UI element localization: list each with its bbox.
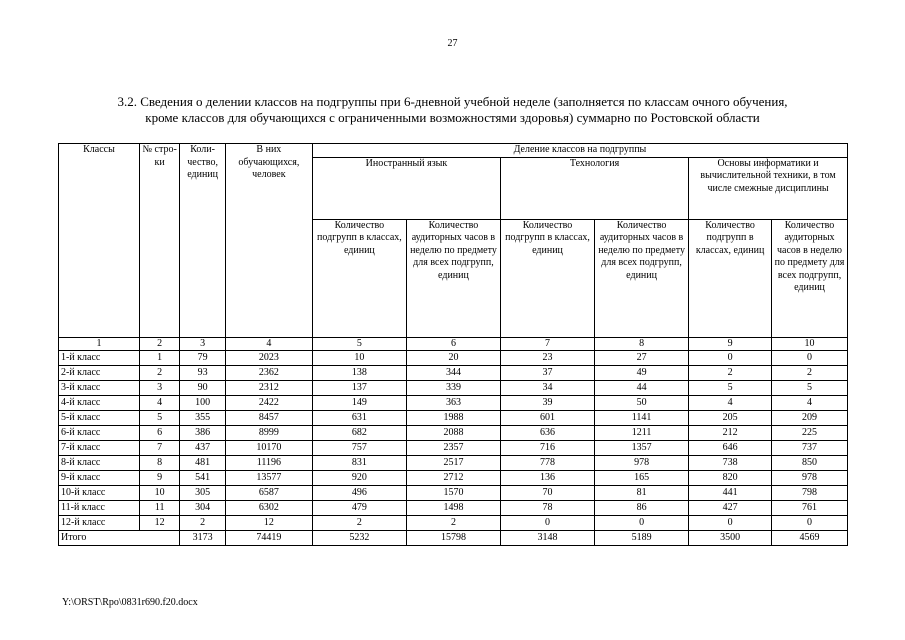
header-foreign-language: Иностранный язык — [312, 157, 500, 219]
lang-groups: 631 — [312, 411, 406, 426]
student-count: 12 — [225, 516, 312, 531]
class-count: 90 — [180, 381, 226, 396]
tech-groups: 716 — [500, 441, 594, 456]
class-count: 93 — [180, 366, 226, 381]
row-number: 4 — [139, 396, 179, 411]
student-count: 8457 — [225, 411, 312, 426]
class-label: 12-й класс — [59, 516, 140, 531]
tech-hours: 27 — [595, 351, 689, 366]
info-hours: 2 — [772, 366, 848, 381]
column-number: 7 — [500, 337, 594, 351]
info-hours: 850 — [772, 456, 848, 471]
row-number: 10 — [139, 486, 179, 501]
class-count: 2 — [180, 516, 226, 531]
student-count: 6587 — [225, 486, 312, 501]
column-number: 2 — [139, 337, 179, 351]
total-info-groups: 3500 — [689, 531, 772, 546]
info-hours: 5 — [772, 381, 848, 396]
class-label: 9-й класс — [59, 471, 140, 486]
total-lang-groups: 5232 — [312, 531, 406, 546]
column-number: 9 — [689, 337, 772, 351]
class-count: 541 — [180, 471, 226, 486]
class-label: 2-й класс — [59, 366, 140, 381]
tech-groups: 39 — [500, 396, 594, 411]
row-number: 9 — [139, 471, 179, 486]
tech-groups: 136 — [500, 471, 594, 486]
lang-hours: 2088 — [406, 426, 500, 441]
tech-groups: 37 — [500, 366, 594, 381]
class-label: 11-й класс — [59, 501, 140, 516]
header-hours-lang: Количество аудиторных часов в неделю по предмету для всех подгрупп, единиц — [406, 219, 500, 337]
tech-groups: 601 — [500, 411, 594, 426]
student-count: 10170 — [225, 441, 312, 456]
lang-groups: 920 — [312, 471, 406, 486]
lang-hours: 2517 — [406, 456, 500, 471]
tech-hours: 81 — [595, 486, 689, 501]
lang-groups: 757 — [312, 441, 406, 456]
row-number: 3 — [139, 381, 179, 396]
info-hours: 798 — [772, 486, 848, 501]
info-hours: 225 — [772, 426, 848, 441]
table-row — [59, 486, 848, 501]
column-number: 1 — [59, 337, 140, 351]
tech-groups: 34 — [500, 381, 594, 396]
total-count: 3173 — [180, 531, 226, 546]
class-count: 437 — [180, 441, 226, 456]
info-groups: 820 — [689, 471, 772, 486]
table-row — [59, 426, 848, 441]
class-label: 3-й класс — [59, 381, 140, 396]
student-count: 2362 — [225, 366, 312, 381]
total-tech-groups: 3148 — [500, 531, 594, 546]
class-label: 7-й класс — [59, 441, 140, 456]
table-row — [59, 351, 848, 366]
lang-groups: 149 — [312, 396, 406, 411]
table-row — [59, 471, 848, 486]
lang-hours: 339 — [406, 381, 500, 396]
tech-groups: 78 — [500, 501, 594, 516]
row-number: 11 — [139, 501, 179, 516]
info-groups: 441 — [689, 486, 772, 501]
lang-hours: 20 — [406, 351, 500, 366]
header-hours-info: Количество аудиторных часов в неделю по предмету для всех подгрупп, единиц — [772, 219, 848, 337]
table-title — [40, 94, 865, 126]
header-count: Коли-чество, единиц — [180, 144, 226, 338]
lang-hours: 363 — [406, 396, 500, 411]
lang-groups: 10 — [312, 351, 406, 366]
column-number: 5 — [312, 337, 406, 351]
total-row — [59, 531, 848, 546]
tech-groups: 0 — [500, 516, 594, 531]
info-hours: 737 — [772, 441, 848, 456]
info-hours: 0 — [772, 351, 848, 366]
table-row — [59, 441, 848, 456]
info-groups: 212 — [689, 426, 772, 441]
student-count: 13577 — [225, 471, 312, 486]
row-number: 7 — [139, 441, 179, 456]
table-row — [59, 501, 848, 516]
subgroups-table — [58, 143, 848, 546]
class-count: 79 — [180, 351, 226, 366]
row-number: 1 — [139, 351, 179, 366]
lang-hours: 2357 — [406, 441, 500, 456]
info-groups: 2 — [689, 366, 772, 381]
class-count: 304 — [180, 501, 226, 516]
info-hours: 0 — [772, 516, 848, 531]
info-groups: 4 — [689, 396, 772, 411]
info-hours: 4 — [772, 396, 848, 411]
tech-hours: 165 — [595, 471, 689, 486]
header-division: Деление классов на подгруппы — [312, 144, 847, 158]
total-label: Итого — [59, 531, 180, 546]
file-path-footer: Y:\ORST\Rpo\0831r690.f20.docx — [62, 597, 198, 608]
class-label: 10-й класс — [59, 486, 140, 501]
total-tech-hours: 5189 — [595, 531, 689, 546]
row-number: 2 — [139, 366, 179, 381]
table-row — [59, 411, 848, 426]
total-info-hours: 4569 — [772, 531, 848, 546]
total-students: 74419 — [225, 531, 312, 546]
tech-hours: 86 — [595, 501, 689, 516]
student-count: 11196 — [225, 456, 312, 471]
lang-groups: 831 — [312, 456, 406, 471]
class-label: 5-й класс — [59, 411, 140, 426]
tech-hours: 1211 — [595, 426, 689, 441]
table-row — [59, 366, 848, 381]
tech-hours: 1357 — [595, 441, 689, 456]
column-number: 10 — [772, 337, 848, 351]
info-hours: 209 — [772, 411, 848, 426]
lang-groups: 479 — [312, 501, 406, 516]
lang-groups: 682 — [312, 426, 406, 441]
class-label: 8-й класс — [59, 456, 140, 471]
header-informatics: Основы информатики и вычислительной техники, в том числе смежные дисциплины — [689, 157, 848, 219]
tech-hours: 44 — [595, 381, 689, 396]
total-lang-hours: 15798 — [406, 531, 500, 546]
class-label: 4-й класс — [59, 396, 140, 411]
table-row — [59, 381, 848, 396]
column-number: 3 — [180, 337, 226, 351]
column-number: 8 — [595, 337, 689, 351]
class-label: 1-й класс — [59, 351, 140, 366]
tech-hours: 0 — [595, 516, 689, 531]
info-groups: 205 — [689, 411, 772, 426]
tech-hours: 1141 — [595, 411, 689, 426]
tech-groups: 778 — [500, 456, 594, 471]
lang-hours: 2712 — [406, 471, 500, 486]
info-groups: 0 — [689, 351, 772, 366]
info-groups: 738 — [689, 456, 772, 471]
tech-hours: 978 — [595, 456, 689, 471]
lang-groups: 496 — [312, 486, 406, 501]
class-count: 481 — [180, 456, 226, 471]
lang-hours: 1498 — [406, 501, 500, 516]
student-count: 2023 — [225, 351, 312, 366]
header-hours-tech: Количество аудиторных часов в неделю по предмету для всех подгрупп, единиц — [595, 219, 689, 337]
column-number-row — [59, 337, 848, 351]
column-number: 6 — [406, 337, 500, 351]
row-number: 12 — [139, 516, 179, 531]
row-number: 6 — [139, 426, 179, 441]
class-count: 355 — [180, 411, 226, 426]
student-count: 2422 — [225, 396, 312, 411]
info-groups: 0 — [689, 516, 772, 531]
table-row — [59, 396, 848, 411]
info-groups: 5 — [689, 381, 772, 396]
table-row — [59, 456, 848, 471]
header-subgroups-info: Количество подгрупп в классах, единиц — [689, 219, 772, 337]
info-groups: 427 — [689, 501, 772, 516]
student-count: 6302 — [225, 501, 312, 516]
tech-groups: 70 — [500, 486, 594, 501]
class-count: 386 — [180, 426, 226, 441]
header-classes: Классы — [59, 144, 140, 338]
header-subgroups-lang: Количество подгрупп в классах, единиц — [312, 219, 406, 337]
class-count: 100 — [180, 396, 226, 411]
tech-hours: 49 — [595, 366, 689, 381]
lang-groups: 137 — [312, 381, 406, 396]
class-label: 6-й класс — [59, 426, 140, 441]
lang-hours: 344 — [406, 366, 500, 381]
title-line-1: 3.2. Сведения о делении классов на подгруппы при 6-дневной учебной неделе (заполняется по классам очного обучения, — [117, 94, 788, 109]
class-count: 305 — [180, 486, 226, 501]
title-line-2: кроме классов для обучающихся с ограниченными возможностями здоровья) суммарно по Ростовской области — [145, 110, 760, 125]
tech-groups: 23 — [500, 351, 594, 366]
student-count: 2312 — [225, 381, 312, 396]
student-count: 8999 — [225, 426, 312, 441]
tech-hours: 50 — [595, 396, 689, 411]
tech-groups: 636 — [500, 426, 594, 441]
lang-hours: 1570 — [406, 486, 500, 501]
lang-hours: 1988 — [406, 411, 500, 426]
header-technology: Технология — [500, 157, 688, 219]
info-hours: 978 — [772, 471, 848, 486]
row-number: 8 — [139, 456, 179, 471]
page-number: 27 — [447, 38, 458, 49]
header-row-no: № стро-ки — [139, 144, 179, 338]
lang-groups: 138 — [312, 366, 406, 381]
lang-groups: 2 — [312, 516, 406, 531]
column-number: 4 — [225, 337, 312, 351]
info-hours: 761 — [772, 501, 848, 516]
header-students: В них обучающихся, человек — [225, 144, 312, 338]
table-row — [59, 516, 848, 531]
header-subgroups-tech: Количество подгрупп в классах, единиц — [500, 219, 594, 337]
row-number: 5 — [139, 411, 179, 426]
lang-hours: 2 — [406, 516, 500, 531]
info-groups: 646 — [689, 441, 772, 456]
